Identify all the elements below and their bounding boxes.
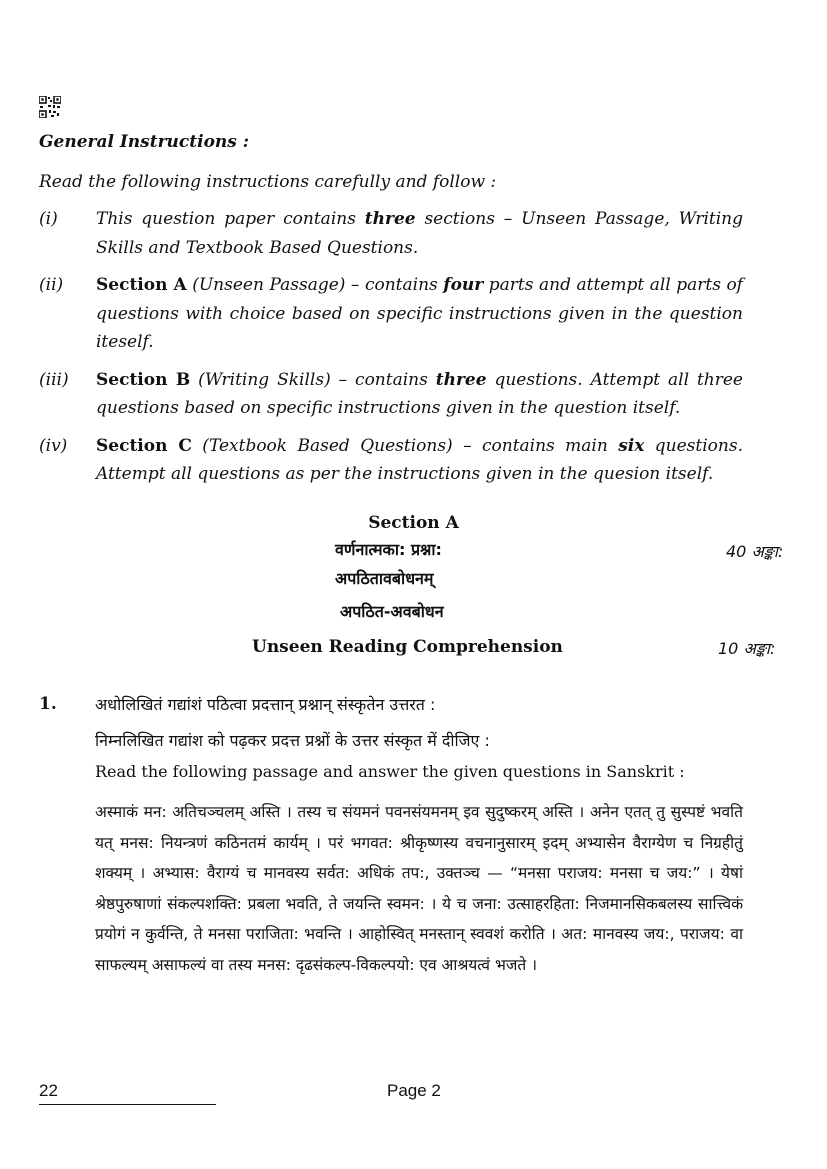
- instruction-emphasis: three: [364, 209, 416, 229]
- qr-code-icon: [39, 96, 61, 118]
- instruction-fragment: parts and attempt all parts of questions with choice based on specific instructions given in the question iteself.: [96, 275, 743, 352]
- instruction-emphasis: four: [443, 275, 484, 295]
- instruction-item: [39, 432, 743, 489]
- question-instruction-english: Read the following passage and answer the given questions in Sanskrit :: [95, 762, 685, 781]
- instruction-number: (iii): [39, 369, 69, 390]
- instruction-fragment: sections – Unseen Passage, Writing Skills and Textbook Based Questions.: [96, 209, 743, 258]
- instruction-text: [96, 432, 743, 489]
- section-subtitle-sanskrit: वर्णनात्मका: प्रश्ना:: [335, 540, 442, 559]
- instruction-fragment: (Writing Skills) – contains: [190, 369, 436, 390]
- instruction-emphasis: three: [435, 369, 487, 390]
- instruction-item: [39, 366, 743, 423]
- instruction-fragment: (Unseen Passage) – contains: [186, 275, 444, 295]
- instruction-text: [96, 366, 743, 423]
- footer-divider: [39, 1104, 216, 1105]
- question-instruction-sanskrit: अधोलिखितं गद्यांशं पठित्वा प्रदत्तान् प्रश्नान् संस्कृतेन उत्तरत :: [95, 695, 436, 714]
- page-number: Page 2: [387, 1081, 441, 1100]
- instruction-text: [96, 205, 743, 262]
- instruction-number: (i): [39, 209, 58, 229]
- subsection-marks: 10 अङ्का:: [718, 639, 776, 658]
- passage-text: अस्माकं मन: अतिचञ्चलम् अस्ति । तस्य च संयमनं पवनसंयमनम् इव सुदुष्करम् अस्ति । अनेन एतत् तु सुस्पष्टं भवति यत् मनस: नियन्त्रणं कठिनतमं कार्यम् । परं भगवत: श्रीकृष्णस्य वचनानुसारम् इदम् अभ्यासेन वैराग्येण च निग्रहीतुं शक्यम् । अभ्यास: वैराग्यं च मानवस्य सर्वत: अधिकं तप:, उक्तञ्च — “मनसा पराजय: मनसा च जय:” । येषां श्रेष्ठपुरुषाणां संकल्पशक्ति: प्रबला भवति, ते जयन्ति स्वमन: । ये च जना: उत्साहरहिता: निजमानसिकबलस्य सात्त्विकं प्रयोगं न कुर्वन्ति, ते मनसा पराजिता: भवन्ति । आहोस्वित् मनस्तान् स्ववशं करोति । अत: मानवस्य जय:, पराजय: वा साफल्यम् असाफल्यं वा तस्य मनस: दृढसंकल्प-विकल्पयो: एव आश्रयत्वं भजते ।: [95, 803, 743, 974]
- general-instructions-intro: Read the following instructions carefully and follow :: [39, 172, 497, 192]
- section-heading-sanskrit: अपठितावबोधनम्: [335, 569, 434, 588]
- section-heading-english: Unseen Reading Comprehension: [252, 637, 563, 657]
- instructions-list: [39, 205, 743, 498]
- instruction-emphasis: Section A: [96, 275, 187, 295]
- question-number: 1.: [39, 694, 57, 714]
- question-instruction-hindi: निम्नलिखित गद्यांश को पढ़कर प्रदत्त प्रश्नों के उत्तर संस्कृत में दीजिए :: [95, 731, 490, 750]
- instruction-fragment: questions. Attempt all three questions based on specific instructions given in the question itself.: [96, 369, 743, 418]
- instruction-fragment: (Textbook Based Questions) – contains main: [191, 435, 619, 456]
- instruction-item: [39, 205, 743, 262]
- section-title: Section A: [368, 513, 459, 533]
- page-code: 22: [39, 1081, 58, 1100]
- instruction-number: (iv): [39, 435, 68, 456]
- instruction-number: (ii): [39, 275, 64, 295]
- instruction-emphasis: Section C: [96, 435, 192, 456]
- section-heading-hindi: अपठित-अवबोधन: [340, 602, 444, 621]
- instruction-emphasis: Section B: [96, 369, 191, 390]
- instruction-fragment: questions. Attempt all questions as per the instructions given in the quesion itself.: [96, 435, 743, 484]
- instruction-fragment: This question paper contains: [96, 209, 365, 229]
- general-instructions-title: General Instructions :: [39, 132, 250, 152]
- instruction-item: [39, 271, 743, 357]
- instruction-text: [96, 271, 743, 357]
- instruction-emphasis: six: [618, 435, 645, 456]
- section-marks: 40 अङ्का:: [726, 542, 784, 561]
